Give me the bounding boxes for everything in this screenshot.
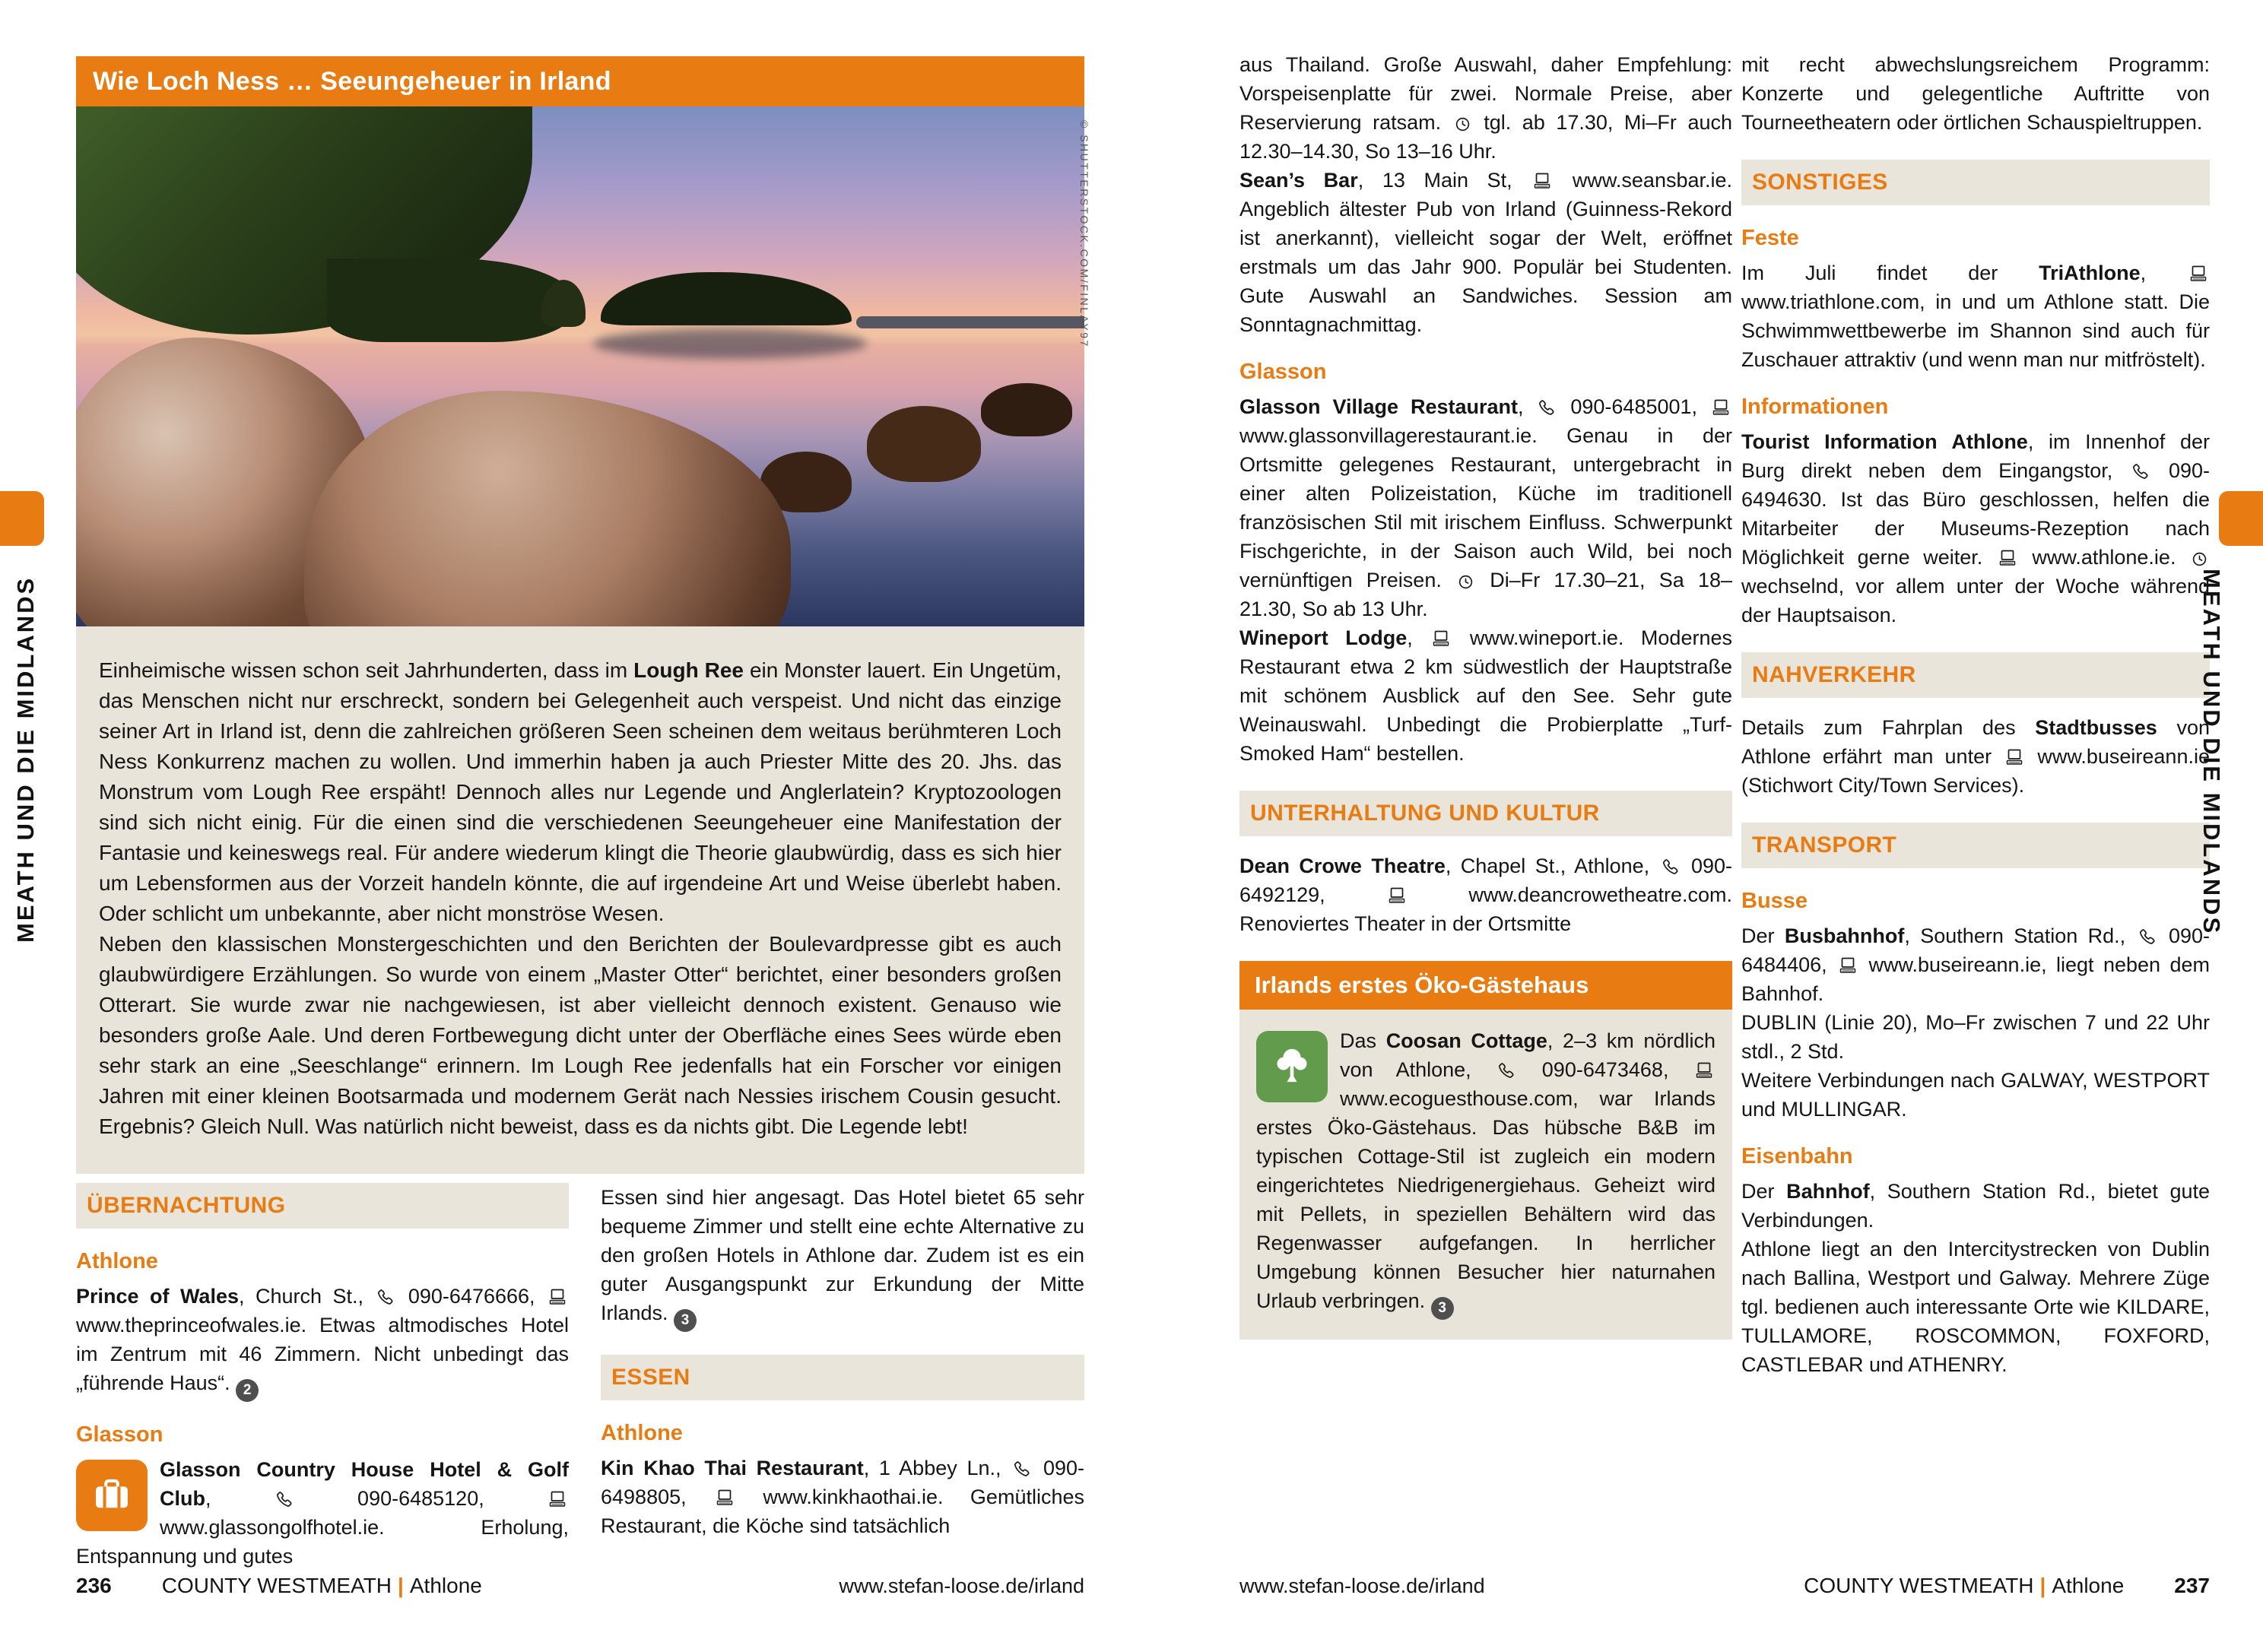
- footer-url: www.stefan-loose.de/irland: [1239, 1574, 1485, 1597]
- footer-right-page: [1239, 1574, 2210, 1598]
- subheading: Athlone: [601, 1421, 683, 1445]
- feature-article: [76, 626, 1084, 1174]
- section-header: [76, 1183, 569, 1229]
- bold-name: Stadtbusses: [2035, 716, 2157, 739]
- eco-box-title: Irlands erstes Öko-Gästehaus: [1239, 961, 1732, 1010]
- web-icon: [1388, 886, 1406, 905]
- paragraph: Der Busbahnhof, Southern Station Rd., 090-6484406, www.buseireann.ie, liegt neben dem Bahnhof.: [1741, 924, 2210, 1005]
- subheading: Feste: [1741, 226, 1799, 250]
- paragraph: Weitere Verbindungen nach GALWAY, WESTPORT und MULLINGAR.: [1741, 1069, 2210, 1121]
- paragraph: Der Bahnhof, Southern Station Rd., bietet gute Verbindungen.: [1741, 1180, 2210, 1232]
- bold-name: Wineport Lodge: [1239, 626, 1408, 649]
- bold-name: Sean’s Bar: [1239, 169, 1358, 192]
- feature-paragraph: Einheimische wissen schon seit Jahrhunderten, dass im Lough Ree ein Monster lauert. Ein Ungetüm, das Menschen nicht nur erschreckt, sondern bei Gelegenheit auch verspeist. Und nicht das einzige seiner Art in Irland ist, denn die zahlreichen größeren Seen scheinen dem weitaus berühmteren Loch Ness Konkurrenz machen zu wollen. Und immerhin haben ja auch Priester Mitte des 20. Jhs. das Monstrum vom Lough Ree erspäht! Dennoch alles nur Legende und Anglerlatein? Kryptozoologen sind sich nicht einig. Für die einen sind die verschiedenen Seeungeheuer eine Manifestation der Fantasie und keineswegs real. Für andere wiederum klingt die Theorie glaubwürdig, dass es sich hier um Lebensformen aus der Vorzeit handeln könnte, die auf irgendeine Art und Weise überlebt haben. Oder schlicht um unbekannte, aber nicht monströse Wesen.: [99, 658, 1062, 925]
- water-rock: [867, 406, 981, 482]
- web-icon: [548, 1490, 567, 1508]
- footer-place: Athlone: [409, 1574, 482, 1597]
- clock-icon: [1455, 116, 1471, 132]
- bold-name: Lough Ree: [633, 658, 744, 682]
- paragraph: Dean Crowe Theatre, Chapel St., Athlone, 090-6492129, www.deancrowetheatre.com. Renoviertes Theater in der Ortsmitte: [1239, 855, 1733, 935]
- paragraph: Im Juli findet der TriAthlone, www.triathlone.com, in und um Athlone statt. Die Schwimmwettbewerbe im Shannon sind auch für Zuschauer attraktiv (und wenn man nur mitfröstelt).: [1741, 262, 2210, 371]
- column-4: [1741, 50, 2210, 1379]
- web-icon: [1712, 398, 1730, 417]
- bold-name: Dean Crowe Theatre: [1239, 855, 1446, 877]
- eco-guesthouse-box: [1239, 961, 1732, 1340]
- paragraph: mit recht abwechslungsreichem Programm: Konzerte und gelegentliche Auftritte von Tourneetheatern oder örtlichen Schauspieltruppen.: [1741, 53, 2210, 134]
- bold-name: Coosan Cottage: [1385, 1029, 1547, 1052]
- far-shore-line: [856, 316, 1084, 328]
- paragraph: Wineport Lodge, www.wineport.ie. Modernes Restaurant etwa 2 km südwestlich der Hauptstraße mit schönem Ausblick auf den See. Sehr gute Weinauswahl. Unbedingt die Probierplatte „Turf-Smoked Ham“ bestellen.: [1239, 626, 1732, 765]
- entry-with-icon: Glasson Country House Hotel & Golf Club, 090-6485120, www.glassongolfhotel.ie. Erholung, Entspannung und gutes: [76, 1458, 569, 1568]
- phone-icon: [2131, 462, 2150, 480]
- phone-icon: [1662, 858, 1680, 876]
- subheading: Glasson: [76, 1422, 163, 1447]
- column-1: [76, 1183, 569, 1571]
- web-icon: [2005, 748, 2023, 766]
- bold-name: Kin Khao Thai Restaurant: [601, 1457, 864, 1479]
- phone-icon: [376, 1288, 395, 1306]
- chapter-label-left: MEATH UND DIE MIDLANDS: [12, 576, 39, 943]
- section-header: [1741, 823, 2210, 868]
- section-header-label: ESSEN: [611, 1365, 690, 1390]
- subheading: Athlone: [76, 1249, 158, 1273]
- footer-left-text: [76, 1574, 482, 1598]
- feature-title: Wie Loch Ness … Seeungeheuer in Irland: [76, 56, 1084, 106]
- paragraph: Das Coosan Cottage, 2–3 km nördlich von Athlone, 090-6473468, www.ecoguesthouse.com, war Irlands erstes Öko-Gästehaus. Das hübsche B&B im typischen Cottage-Stil ist zugleich ein modern eingerichtetes Niedrigenergiehaus. Geheizt wird mit Pellets, in speziellen Behältern wird das Regenwasser aufgefangen. In herrlicher Umgebung können Besucher hier naturnahen Urlaub verbringen. 3: [1256, 1026, 1716, 1320]
- tree-icon: [1256, 1031, 1328, 1102]
- map-reference-badge: 3: [674, 1309, 697, 1332]
- bold-name: TriAthlone: [2039, 262, 2141, 284]
- clock-icon: [1458, 574, 1474, 590]
- section-header-label: NAHVERKEHR: [1752, 662, 1916, 687]
- suitcase-icon: [76, 1460, 148, 1531]
- section-header: [1239, 791, 1732, 836]
- column-3: [1239, 50, 1732, 1340]
- bold-name: Prince of Wales: [76, 1285, 239, 1308]
- section-header-label: UNTERHALTUNG UND KULTUR: [1250, 801, 1600, 826]
- footer-url: www.stefan-loose.de/irland: [839, 1574, 1084, 1597]
- bold-name: Glasson Country House Hotel & Golf Club: [160, 1458, 569, 1510]
- phone-icon: [275, 1490, 294, 1508]
- paragraph: Prince of Wales, Church St., 090-6476666, www.theprinceofwales.ie. Etwas altmodisches Hotel im Zentrum mit 46 Zimmern. Nicht unbedingt das „führende Haus“. 2: [76, 1282, 569, 1402]
- web-icon: [716, 1489, 734, 1507]
- web-icon: [548, 1288, 567, 1306]
- water-rock: [981, 383, 1072, 436]
- web-icon: [2189, 265, 2207, 283]
- feature-box: [76, 56, 1084, 1174]
- phone-icon: [1497, 1061, 1516, 1080]
- footer-divider: |: [2039, 1574, 2046, 1597]
- phone-icon: [2138, 927, 2157, 946]
- section-header: [1741, 652, 2210, 698]
- section-header-label: SONSTIGES: [1752, 170, 1888, 195]
- map-reference-badge: 2: [236, 1379, 259, 1402]
- bold-name: Glasson Village Restaurant: [1239, 395, 1518, 418]
- section-header: [1741, 160, 2210, 205]
- section-header: [601, 1355, 1084, 1400]
- lough-ree-photo: [76, 106, 1084, 626]
- chapter-tab-left: [0, 491, 44, 546]
- web-icon: [1998, 549, 2017, 567]
- paragraph: Kin Khao Thai Restaurant, 1 Abbey Ln., 090-6498805, www.kinkhaothai.ie. Gemütliches Restaurant, die Köche sind tatsächlich: [601, 1457, 1084, 1537]
- island-reflection: [593, 328, 867, 359]
- web-icon: [1533, 172, 1551, 190]
- phone-icon: [1013, 1460, 1031, 1478]
- paragraph: Athlone liegt an den Intercitystrecken von Dublin nach Ballina, Westport und Galway. Mehrere Züge tgl. bedienen auch interessante Orte wie KILDARE, TULLAMORE, ROSCOMMON, FOXFORD, CASTLEBAR und ATHENRY.: [1741, 1238, 2210, 1376]
- phone-icon: [1538, 398, 1556, 417]
- paragraph: Glasson Village Restaurant, 090-6485001, www.glassonvillagerestaurant.ie. Genau in der Ortsmitte gelegenes Restaurant, untergebracht in einer alten Polizeistation, Küche im traditionell französischen Stil mit irischem Einfluss. Schwerpunkt Fischgerichte, in der Saison auch Wild, bei noch vernünftigen Preisen. Di–Fr 17.30–21, Sa 18–21.30, So ab 13 Uhr.: [1239, 395, 1732, 620]
- footer-section: COUNTY WESTMEATH: [161, 1574, 392, 1597]
- subheading: Glasson: [1239, 360, 1327, 384]
- photo-credit: © SHUTTERSTOCK.COM/FINLAY97: [1078, 120, 1090, 348]
- paragraph: DUBLIN (Linie 20), Mo–Fr zwischen 7 und 22 Uhr stdl., 2 Std.: [1741, 1011, 2210, 1063]
- subheading: Busse: [1741, 889, 1808, 913]
- foreground-rock-center: [304, 391, 791, 626]
- web-icon: [1839, 956, 1857, 975]
- bold-name: Bahnhof: [1786, 1180, 1870, 1203]
- web-icon: [1695, 1061, 1713, 1080]
- paragraph: Essen sind hier angesagt. Das Hotel bietet 65 sehr bequeme Zimmer und stellt eine echte Alternative zu den großen Hotels in Athlone dar. Zudem ist es ein guter Ausgangspunkt zur Erkundung der Mitte Irlands. 3: [601, 1183, 1084, 1332]
- footer-left-page: [76, 1574, 1084, 1598]
- shore-trees-silhouette: [327, 258, 578, 342]
- bold-name: Busbahnhof: [1784, 924, 1905, 947]
- paragraph: aus Thailand. Große Auswahl, daher Empfehlung: Vorspeisenplatte für zwei. Normale Preise, aber Reservierung ratsam. tgl. ab 17.30, Mi–Fr auch 12.30–14.30, So 13–16 Uhr.: [1239, 53, 1732, 163]
- page-number: 236: [76, 1574, 112, 1597]
- subheading: Eisenbahn: [1741, 1144, 1853, 1168]
- clock-icon: [2192, 551, 2207, 567]
- paragraph: Tourist Information Athlone, im Innenhof der Burg direkt neben dem Eingangstor, 090-6494630. Ist das Büro geschlossen, helfen die Mitarbeiter der Museums-Rezeption nach Möglichkeit gerne weiter. www.athlone.ie. wechselnd, vor allem unter der Woche während der Hauptsaison.: [1741, 430, 2210, 626]
- paragraph: Details zum Fahrplan des Stadtbusses von Athlone erfährt man unter www.buseireann.ie (Stichwort City/Town Services).: [1741, 716, 2210, 797]
- island-silhouette: [601, 272, 852, 325]
- footer-right-text: [1804, 1574, 2210, 1598]
- section-header-label: ÜBERNACHTUNG: [87, 1193, 286, 1218]
- web-icon: [1432, 629, 1450, 648]
- bold-name: Tourist Information Athlone: [1741, 430, 2028, 453]
- eco-box-body: [1239, 1010, 1732, 1340]
- page-number: 237: [2174, 1574, 2210, 1597]
- feature-paragraph: Neben den klassischen Monstergeschichten und den Berichten der Boulevardpresse gibt es auch glaubwürdigere Erzählungen. So wurde von einem „Master Otter“ berichtet, einer besonders großen Otterart. Sie wurde zwar nie nachgewiesen, ist aber vielleicht dennoch existent. Genauso wie besonders große Aale. Und deren Fortbewegung dicht unter der Oberfläche eines Sees würde eben sehr stark an eine „Seeschlange“ erinnern. Im Lough Ree jedenfalls hat ein Forscher vor einigen Jahren mit einer kleinen Bootsarmada und modernem Gerät nach Nessies irischem Cousin gesucht. Ergebnis? Gleich Null. Was natürlich nicht beweist, dass es da nichts gibt. Die Legende lebt!: [99, 932, 1062, 1138]
- chapter-tab-right: [2219, 491, 2263, 546]
- map-reference-badge: 3: [1431, 1297, 1454, 1320]
- chapter-label-right: MEATH UND DIE MIDLANDS: [2198, 569, 2225, 936]
- paragraph: Sean’s Bar, 13 Main St, www.seansbar.ie. Angeblich ältester Pub von Irland (Guinness-Rekord ist anerkannt), vielleicht sogar der Welt, eröffnet erstmals um das Jahr 900. Populär bei Studenten. Gute Auswahl an Sandwiches. Session am Sonntagnachmittag.: [1239, 169, 1733, 336]
- footer-divider: |: [398, 1574, 404, 1597]
- footer-place: Athlone: [2052, 1574, 2125, 1597]
- section-header-label: TRANSPORT: [1752, 832, 1897, 858]
- column-2: [601, 1183, 1084, 1540]
- footer-section: COUNTY WESTMEATH: [1804, 1574, 2034, 1597]
- subheading: Informationen: [1741, 395, 1889, 419]
